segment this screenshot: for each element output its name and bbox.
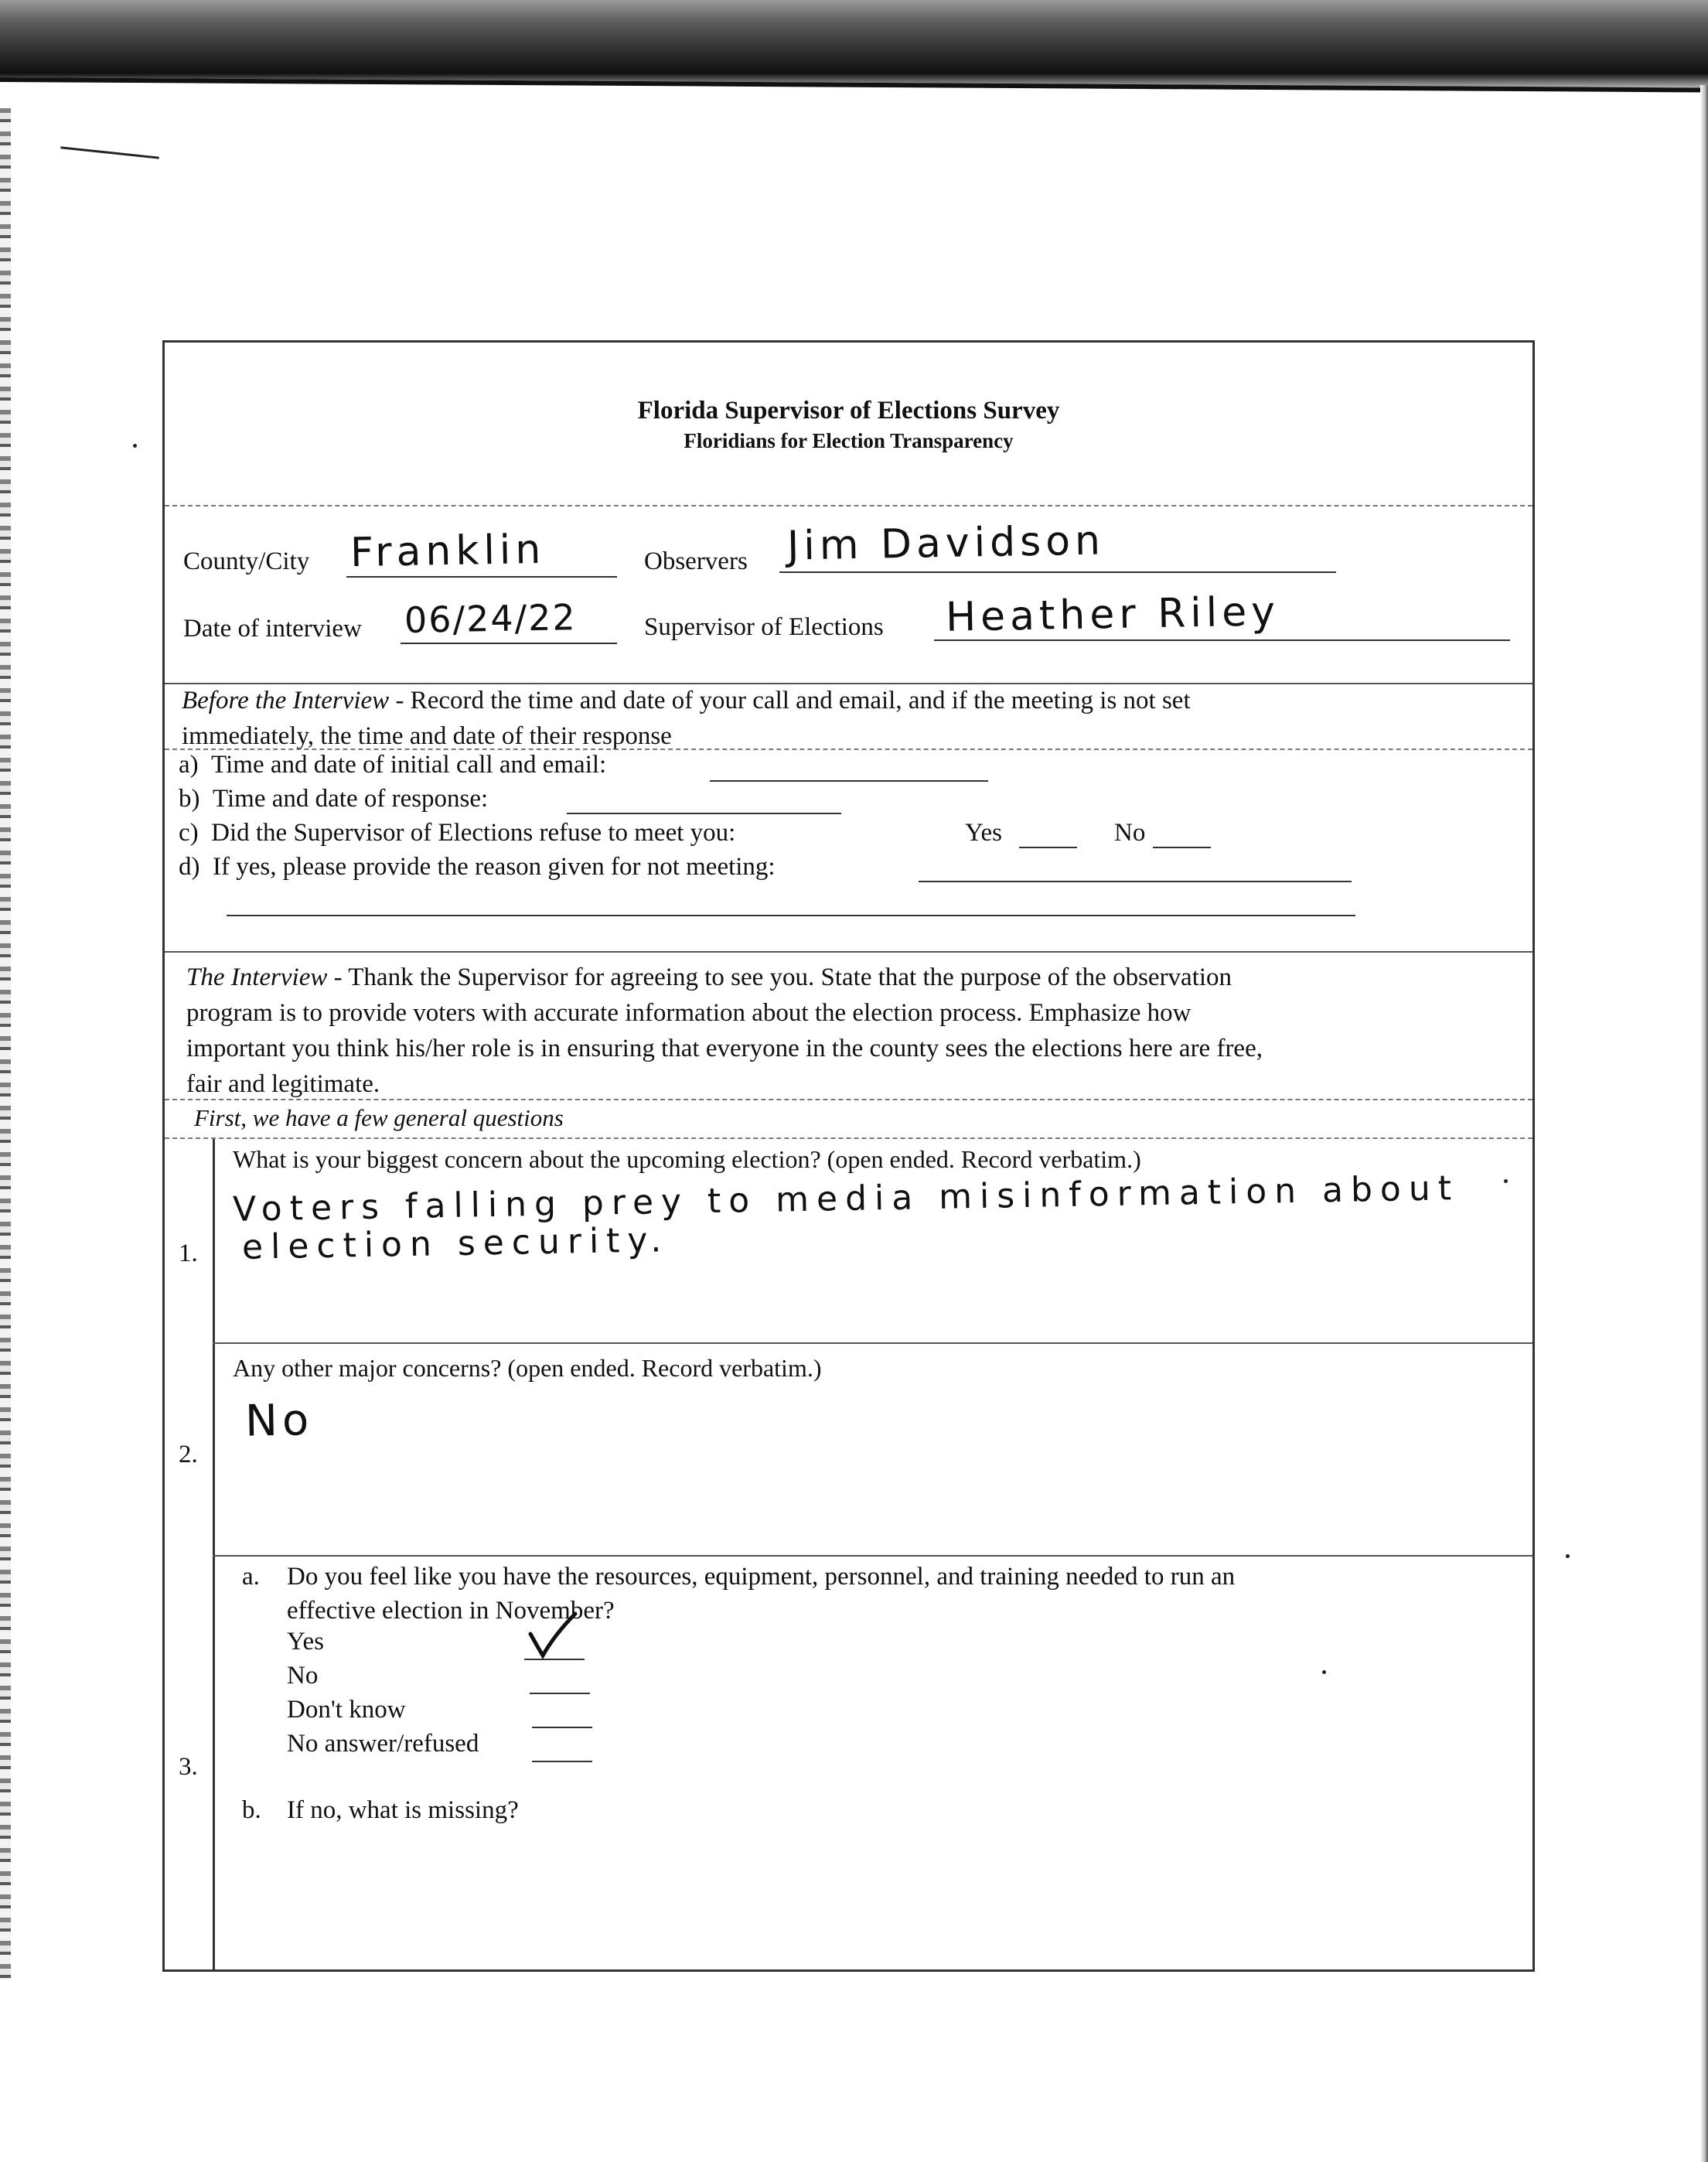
scan-speck (1566, 1554, 1570, 1558)
interview-instructions (186, 960, 1536, 1102)
item-label: Time and date of response: (213, 785, 489, 813)
q1-answer-line1[interactable]: Voters falling prey to media misinformation about (232, 1168, 1460, 1229)
item-label: If yes, please provide the reason given for not meeting: (213, 853, 776, 881)
refuse-no-label: No (1114, 819, 1146, 847)
divider (165, 951, 1532, 953)
interview-text-line2: program is to provide voters with accurate information about the election process. Emphasize how (186, 999, 1192, 1027)
q3-option-no-answer: No answer/refused (287, 1730, 479, 1758)
q2-number: 2. (179, 1441, 198, 1468)
q3-dont-know-blank[interactable] (532, 1727, 592, 1728)
q3-number: 3. (179, 1753, 198, 1781)
date-value[interactable]: 06/24/22 (404, 596, 578, 641)
q2-text: Any other major concerns? (open ended. Record verbatim.) (233, 1354, 822, 1382)
divider (165, 1137, 1532, 1139)
item-refuse (179, 819, 735, 847)
q3-no-blank[interactable] (530, 1693, 590, 1694)
divider (165, 505, 1532, 506)
item-reason (179, 853, 776, 882)
county-label: County/City (183, 547, 310, 575)
general-questions-heading: First, we have a few general questions (194, 1104, 564, 1131)
item-label: Time and date of initial call and email: (211, 751, 607, 779)
initial-call-field-line[interactable] (710, 780, 988, 782)
q1-answer-line2[interactable]: election security. (241, 1220, 670, 1267)
reason-field-line-2[interactable] (227, 915, 1355, 916)
county-field-line (346, 576, 617, 578)
item-marker: c) (179, 819, 199, 847)
q3a-text-line2: effective election in November? (287, 1597, 615, 1625)
item-response (179, 785, 488, 813)
form-title: Florida Supervisor of Elections Survey (637, 397, 1060, 425)
item-label: Did the Supervisor of Elections refuse to meet you: (211, 819, 736, 847)
q3b-marker: b. (242, 1796, 261, 1824)
interview-text-line4: fair and legitimate. (186, 1070, 380, 1098)
observers-value[interactable]: Jim Davidson (786, 517, 1106, 570)
q1-number: 1. (179, 1240, 198, 1267)
scan-mark (60, 146, 159, 159)
observers-field-line (779, 571, 1336, 573)
q3a-marker: a. (242, 1563, 260, 1591)
supervisor-label: Supervisor of Elections (644, 613, 884, 641)
item-marker: b) (179, 785, 200, 813)
checkmark-icon (524, 1611, 586, 1660)
q3-option-yes: Yes (287, 1628, 325, 1656)
interview-heading: The Interview (186, 963, 328, 991)
divider (165, 749, 1532, 750)
refuse-yes-label: Yes (965, 819, 1003, 847)
form-subtitle: Floridians for Election Transparency (684, 429, 1014, 452)
before-interview-instructions (182, 683, 1527, 754)
interview-text-line3: important you think his/her role is in ensuring that everyone in the county sees the elections here are free, (186, 1035, 1263, 1062)
refuse-no-blank[interactable] (1153, 847, 1211, 848)
date-label: Date of interview (183, 615, 362, 643)
observers-label: Observers (644, 547, 748, 575)
q3-no-answer-blank[interactable] (532, 1761, 592, 1762)
scan-speck (133, 444, 137, 448)
item-marker: d) (179, 853, 200, 881)
q2-answer[interactable]: No (244, 1395, 314, 1447)
q3b-text: If no, what is missing? (287, 1796, 519, 1824)
before-text-line2: immediately, the time and date of their response (182, 722, 672, 750)
refuse-yes-blank[interactable] (1019, 847, 1077, 848)
item-marker: a) (179, 751, 199, 779)
scan-left-edge (0, 108, 11, 1980)
survey-form (162, 340, 1535, 1972)
supervisor-value[interactable]: Heather Riley (945, 588, 1280, 641)
scan-right-edge (1700, 85, 1708, 2162)
divider (213, 1342, 1532, 1344)
before-text-line1: - Record the time and date of your call and email, and if the meeting is not set (389, 687, 1191, 714)
interview-text-line1: - Thank the Supervisor for agreeing to see you. State that the purpose of the observation (327, 963, 1232, 991)
item-initial-call (179, 751, 606, 779)
divider (213, 1555, 1532, 1557)
supervisor-field-line (934, 639, 1510, 641)
response-field-line[interactable] (567, 813, 841, 814)
before-heading: Before the Interview (182, 687, 390, 714)
county-value[interactable]: Franklin (349, 526, 546, 577)
reason-field-line[interactable] (919, 881, 1352, 882)
q3a-text (287, 1560, 1524, 1628)
q1-text: What is your biggest concern about the upcoming election? (open ended. Record verbatim.) (233, 1145, 1141, 1173)
question-number-column (213, 1139, 215, 1969)
date-field-line (401, 643, 617, 644)
q3-option-dont-know: Don't know (287, 1696, 406, 1724)
q3a-text-line1: Do you feel like you have the resources, equipment, personnel, and training needed to run an (287, 1563, 1236, 1591)
q3-option-no: No (287, 1662, 319, 1690)
